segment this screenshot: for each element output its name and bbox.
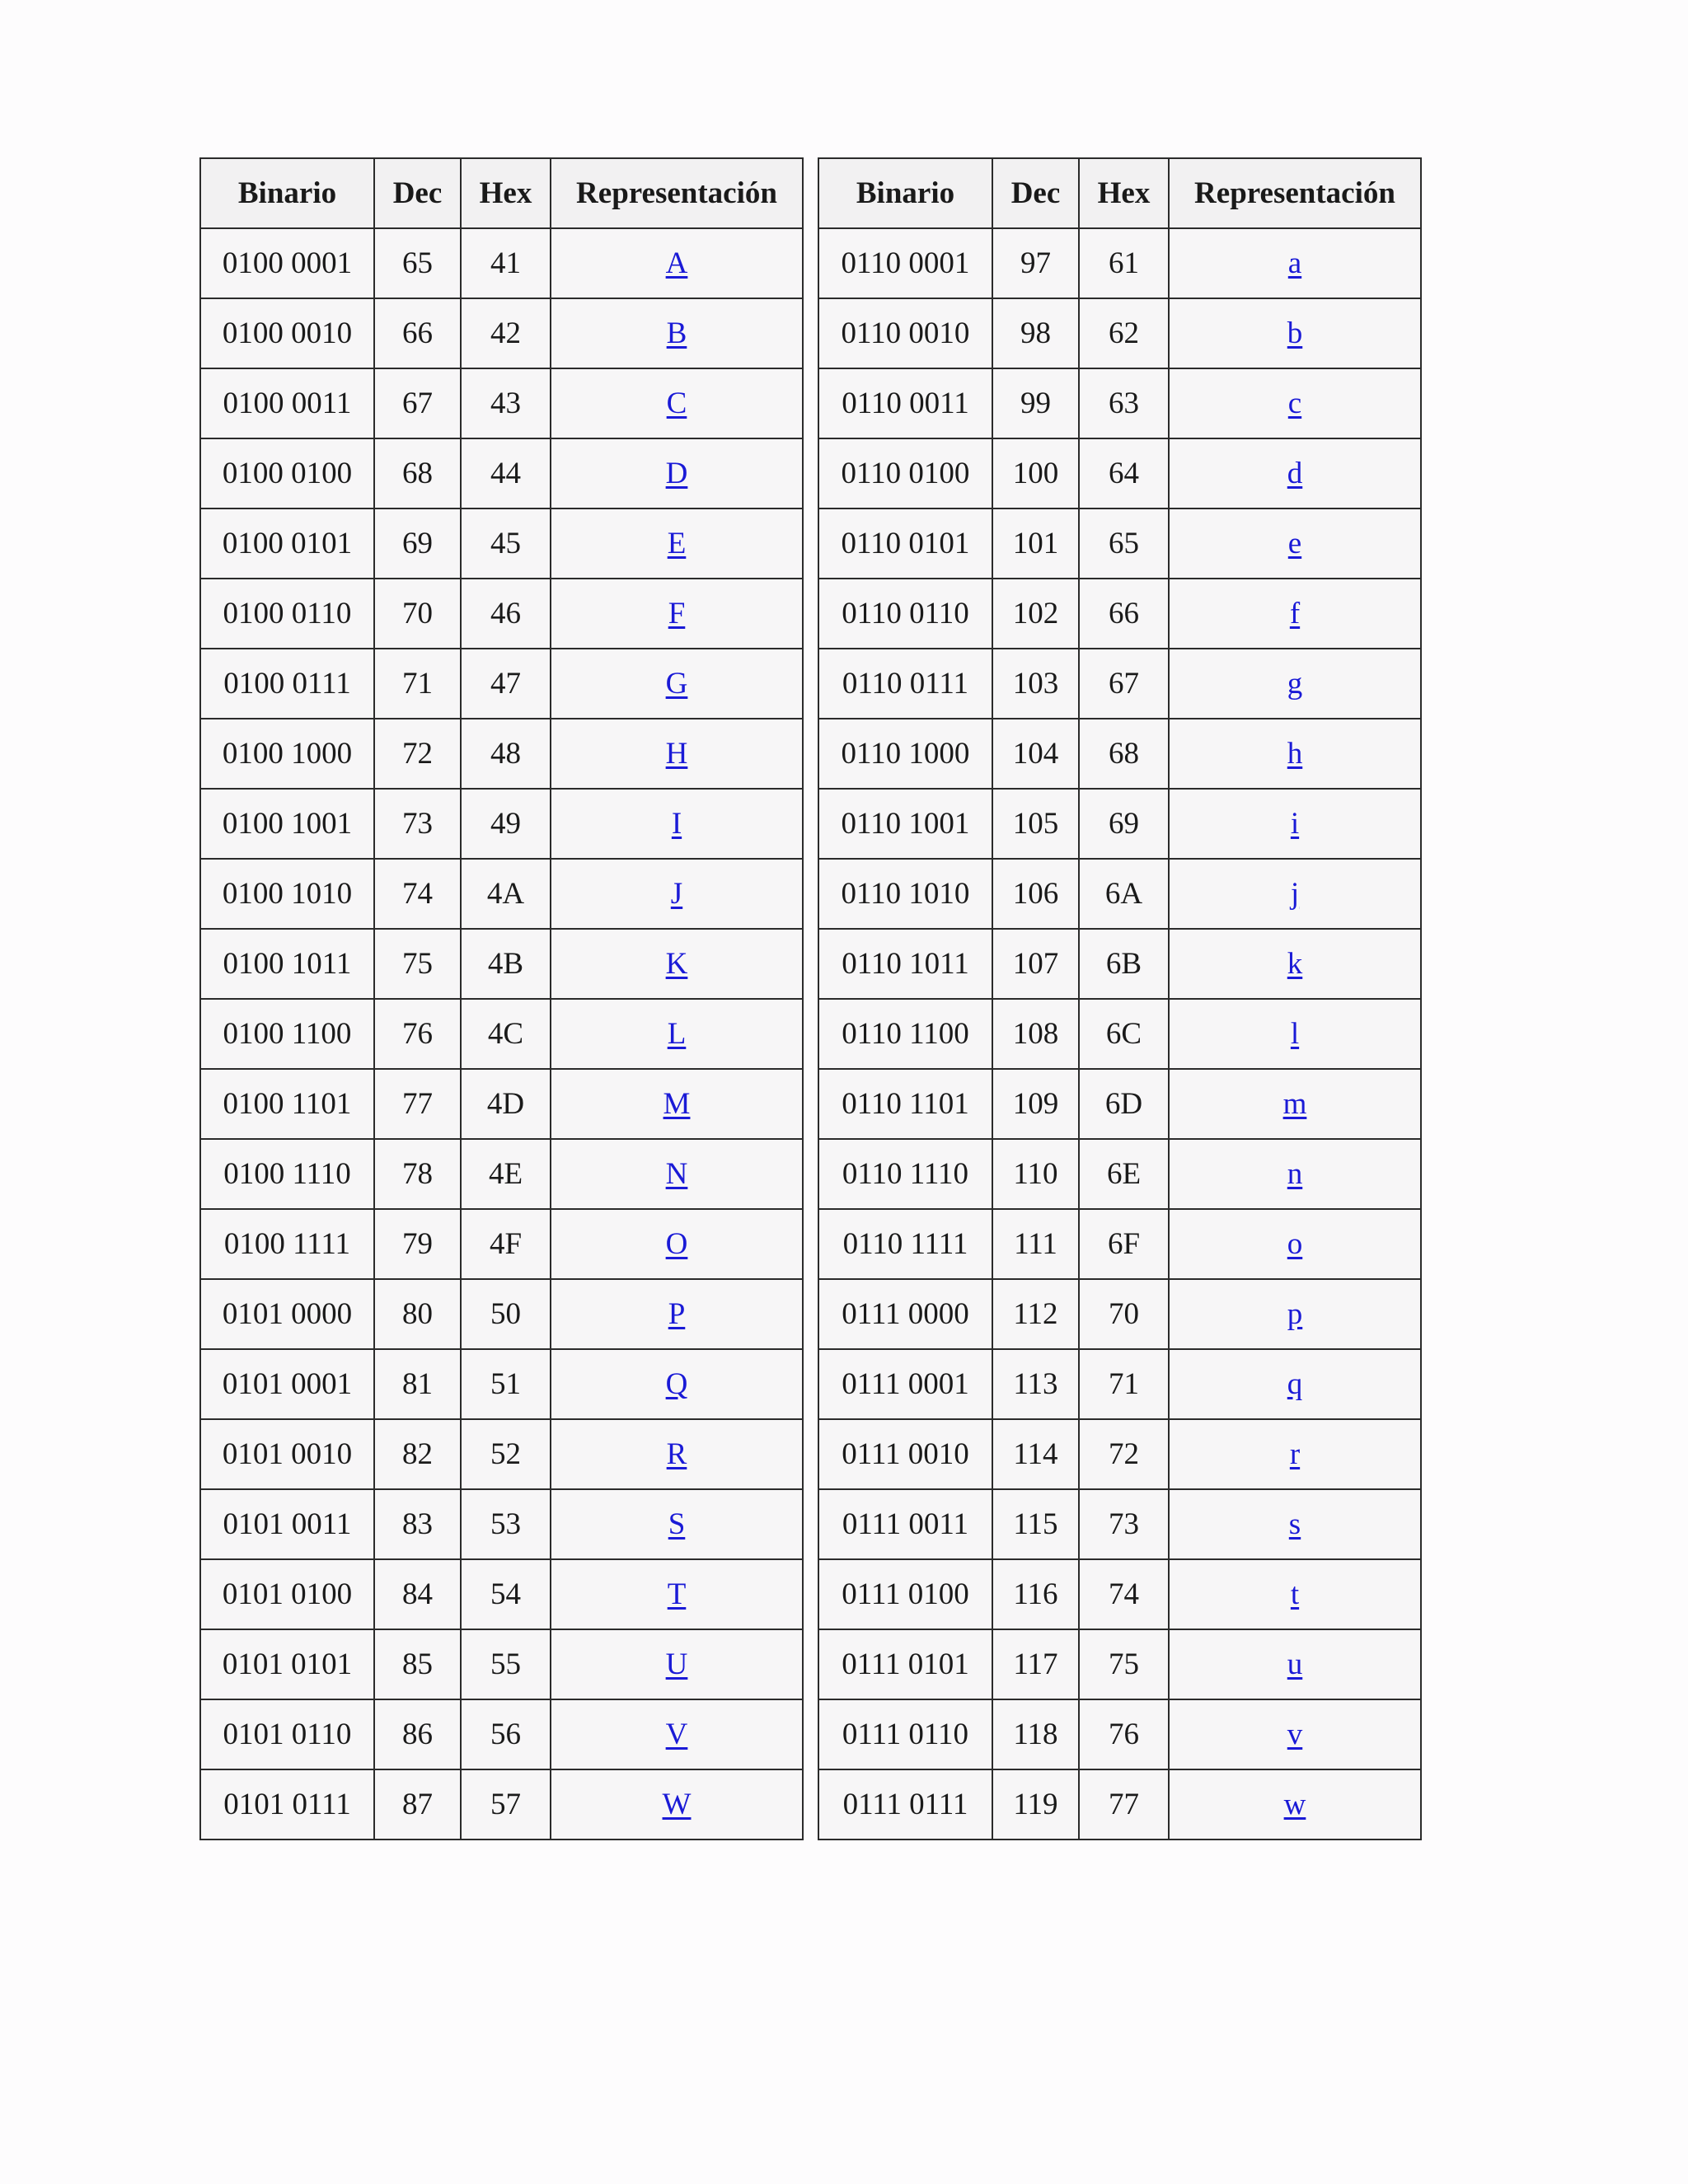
table-row [818, 509, 1421, 579]
table-row [200, 579, 803, 649]
binary-cell: 0101 0100 [200, 1559, 374, 1629]
binary-cell: 0101 0111 [200, 1769, 374, 1840]
representation-cell [551, 579, 803, 649]
decimal-cell: 86 [374, 1699, 461, 1769]
representation-cell [551, 1699, 803, 1769]
decimal-cell: 70 [374, 579, 461, 649]
binary-cell: 0100 1010 [200, 859, 374, 929]
table-row [200, 649, 803, 719]
table-row [818, 438, 1421, 509]
decimal-cell: 119 [992, 1769, 1079, 1840]
character-link[interactable]: J [670, 877, 683, 911]
hex-cell: 55 [461, 1629, 551, 1699]
decimal-cell: 79 [374, 1209, 461, 1279]
decimal-cell: 106 [992, 859, 1079, 929]
character-link[interactable]: P [668, 1297, 686, 1331]
representation-cell [1169, 1069, 1421, 1139]
decimal-cell: 78 [374, 1139, 461, 1209]
hex-cell: 45 [461, 509, 551, 579]
character-link[interactable]: G [665, 667, 688, 701]
binary-cell: 0100 1011 [200, 929, 374, 999]
decimal-cell: 109 [992, 1069, 1079, 1139]
representation-cell [551, 1419, 803, 1489]
table-row [200, 438, 803, 509]
decimal-cell: 75 [374, 929, 461, 999]
table-row [200, 1279, 803, 1349]
decimal-cell: 67 [374, 368, 461, 438]
table-row [818, 1209, 1421, 1279]
table-row [818, 1349, 1421, 1419]
binary-cell: 0101 0101 [200, 1629, 374, 1699]
hex-cell: 71 [1079, 1349, 1169, 1419]
decimal-cell: 71 [374, 649, 461, 719]
decimal-cell: 112 [992, 1279, 1079, 1349]
decimal-cell: 69 [374, 509, 461, 579]
binary-cell: 0110 0010 [818, 298, 992, 368]
binary-cell: 0100 0010 [200, 298, 374, 368]
representation-cell [1169, 1629, 1421, 1699]
decimal-cell: 76 [374, 999, 461, 1069]
decimal-cell: 100 [992, 438, 1079, 509]
table-row [200, 1629, 803, 1699]
character-link[interactable]: E [667, 527, 687, 560]
binary-cell: 0110 1001 [818, 789, 992, 859]
hex-cell: 75 [1079, 1629, 1169, 1699]
character-link[interactable]: i [1290, 807, 1300, 841]
header-representacion: Representación [551, 158, 803, 228]
character-link[interactable]: c [1287, 387, 1302, 420]
representation-cell [1169, 298, 1421, 368]
representation-cell [1169, 1139, 1421, 1209]
hex-cell: 41 [461, 228, 551, 298]
table-row [200, 719, 803, 789]
binary-cell: 0110 0110 [818, 579, 992, 649]
representation-cell [1169, 1349, 1421, 1419]
decimal-cell: 65 [374, 228, 461, 298]
character-link[interactable]: O [665, 1227, 688, 1261]
representation-cell [551, 719, 803, 789]
hex-cell: 4C [461, 999, 551, 1069]
hex-cell: 64 [1079, 438, 1169, 509]
character-link[interactable]: h [1287, 737, 1303, 771]
hex-cell: 72 [1079, 1419, 1169, 1489]
binary-cell: 0100 1101 [200, 1069, 374, 1139]
decimal-cell: 117 [992, 1629, 1079, 1699]
decimal-cell: 102 [992, 579, 1079, 649]
binary-cell: 0110 0001 [818, 228, 992, 298]
hex-cell: 52 [461, 1419, 551, 1489]
representation-cell [551, 298, 803, 368]
character-link[interactable]: e [1287, 527, 1302, 560]
binary-cell: 0110 0100 [818, 438, 992, 509]
hex-cell: 57 [461, 1769, 551, 1840]
table-row [200, 789, 803, 859]
representation-cell [551, 1769, 803, 1840]
table-row [200, 1069, 803, 1139]
hex-cell: 4B [461, 929, 551, 999]
binary-cell: 0110 0011 [818, 368, 992, 438]
character-link[interactable]: w [1283, 1788, 1306, 1821]
character-link[interactable]: u [1287, 1647, 1303, 1681]
hex-cell: 76 [1079, 1699, 1169, 1769]
character-link[interactable]: M [663, 1087, 691, 1121]
representation-cell [551, 509, 803, 579]
hex-cell: 69 [1079, 789, 1169, 859]
table-row [818, 1279, 1421, 1349]
table-row [818, 579, 1421, 649]
hex-cell: 6B [1079, 929, 1169, 999]
hex-cell: 67 [1079, 649, 1169, 719]
character-link[interactable]: n [1287, 1157, 1303, 1191]
hex-cell: 6E [1079, 1139, 1169, 1209]
decimal-cell: 118 [992, 1699, 1079, 1769]
hex-cell: 51 [461, 1349, 551, 1419]
binary-cell: 0100 0110 [200, 579, 374, 649]
representation-cell [551, 368, 803, 438]
representation-cell [1169, 368, 1421, 438]
decimal-cell: 107 [992, 929, 1079, 999]
binary-cell: 0100 1100 [200, 999, 374, 1069]
decimal-cell: 84 [374, 1559, 461, 1629]
hex-cell: 63 [1079, 368, 1169, 438]
hex-cell: 43 [461, 368, 551, 438]
representation-cell [551, 859, 803, 929]
hex-cell: 61 [1079, 228, 1169, 298]
table-row [818, 1559, 1421, 1629]
table-row [200, 1419, 803, 1489]
table-row [818, 298, 1421, 368]
character-link[interactable]: B [666, 316, 687, 350]
table-row [200, 859, 803, 929]
binary-cell: 0101 0000 [200, 1279, 374, 1349]
character-link[interactable]: D [665, 457, 688, 490]
representation-cell [551, 1069, 803, 1139]
ascii-table-uppercase [199, 157, 804, 1840]
character-link[interactable]: t [1290, 1577, 1300, 1611]
decimal-cell: 98 [992, 298, 1079, 368]
character-link[interactable]: l [1290, 1017, 1300, 1051]
representation-cell [1169, 929, 1421, 999]
character-link[interactable]: H [665, 737, 688, 771]
character-link[interactable]: S [668, 1507, 686, 1541]
hex-cell: 77 [1079, 1769, 1169, 1840]
binary-cell: 0101 0011 [200, 1489, 374, 1559]
hex-cell: 42 [461, 298, 551, 368]
header-dec: Dec [992, 158, 1079, 228]
table-row [200, 1209, 803, 1279]
character-link[interactable]: N [665, 1157, 688, 1191]
decimal-cell: 113 [992, 1349, 1079, 1419]
header-representacion: Representación [1169, 158, 1421, 228]
binary-cell: 0100 0101 [200, 509, 374, 579]
binary-cell: 0100 1000 [200, 719, 374, 789]
representation-cell [1169, 228, 1421, 298]
hex-cell: 54 [461, 1559, 551, 1629]
decimal-cell: 97 [992, 228, 1079, 298]
hex-cell: 48 [461, 719, 551, 789]
table-row [818, 1419, 1421, 1489]
binary-cell: 0111 0010 [818, 1419, 992, 1489]
binary-cell: 0110 1110 [818, 1139, 992, 1209]
hex-cell: 47 [461, 649, 551, 719]
binary-cell: 0100 1110 [200, 1139, 374, 1209]
representation-cell [551, 789, 803, 859]
character-link[interactable]: I [671, 807, 682, 841]
table-row [818, 719, 1421, 789]
hex-cell: 6D [1079, 1069, 1169, 1139]
binary-cell: 0111 0100 [818, 1559, 992, 1629]
binary-cell: 0110 1010 [818, 859, 992, 929]
representation-cell [1169, 1699, 1421, 1769]
character-link[interactable]: p [1287, 1297, 1303, 1331]
table-row [200, 1699, 803, 1769]
binary-cell: 0101 0001 [200, 1349, 374, 1419]
character-link[interactable]: b [1287, 316, 1303, 350]
table-row [200, 298, 803, 368]
table-row [818, 649, 1421, 719]
table-row [818, 368, 1421, 438]
table-row [818, 1699, 1421, 1769]
binary-cell: 0111 0000 [818, 1279, 992, 1349]
hex-cell: 49 [461, 789, 551, 859]
binary-cell: 0111 0110 [818, 1699, 992, 1769]
representation-cell [1169, 789, 1421, 859]
decimal-cell: 99 [992, 368, 1079, 438]
character-link[interactable]: a [1287, 246, 1302, 280]
table-row [818, 789, 1421, 859]
hex-cell: 68 [1079, 719, 1169, 789]
representation-cell [551, 228, 803, 298]
character-link[interactable]: f [1289, 597, 1301, 630]
representation-cell [1169, 859, 1421, 929]
ascii-table-lowercase [818, 157, 1422, 1840]
table-header-row [818, 158, 1421, 228]
decimal-cell: 103 [992, 649, 1079, 719]
decimal-cell: 101 [992, 509, 1079, 579]
decimal-cell: 105 [992, 789, 1079, 859]
binary-cell: 0110 1101 [818, 1069, 992, 1139]
character-link[interactable]: v [1287, 1718, 1303, 1751]
binary-cell: 0100 0011 [200, 368, 374, 438]
representation-cell [551, 649, 803, 719]
table-row [818, 999, 1421, 1069]
table-row [200, 1139, 803, 1209]
binary-cell: 0100 1111 [200, 1209, 374, 1279]
binary-cell: 0111 0011 [818, 1489, 992, 1559]
hex-cell: 65 [1079, 509, 1169, 579]
decimal-cell: 111 [992, 1209, 1079, 1279]
character-link[interactable]: o [1287, 1227, 1303, 1261]
hex-cell: 6A [1079, 859, 1169, 929]
representation-cell [1169, 1419, 1421, 1489]
table-row [818, 1139, 1421, 1209]
binary-cell: 0100 0001 [200, 228, 374, 298]
table-row [200, 1489, 803, 1559]
character-link[interactable]: F [668, 597, 686, 630]
decimal-cell: 81 [374, 1349, 461, 1419]
hex-cell: 73 [1079, 1489, 1169, 1559]
representation-cell [1169, 649, 1421, 719]
decimal-cell: 77 [374, 1069, 461, 1139]
decimal-cell: 73 [374, 789, 461, 859]
table-row [818, 1069, 1421, 1139]
representation-cell [551, 1279, 803, 1349]
decimal-cell: 68 [374, 438, 461, 509]
header-dec: Dec [374, 158, 461, 228]
representation-cell [1169, 579, 1421, 649]
table-row [818, 929, 1421, 999]
hex-cell: 50 [461, 1279, 551, 1349]
character-link[interactable]: L [667, 1017, 687, 1051]
header-hex: Hex [461, 158, 551, 228]
binary-cell: 0100 0111 [200, 649, 374, 719]
table-row [200, 509, 803, 579]
header-binario: Binario [818, 158, 992, 228]
binary-cell: 0110 0111 [818, 649, 992, 719]
character-link[interactable]: K [665, 947, 688, 981]
character-link[interactable]: q [1287, 1367, 1303, 1401]
table-header-row [200, 158, 803, 228]
hex-cell: 70 [1079, 1279, 1169, 1349]
decimal-cell: 110 [992, 1139, 1079, 1209]
table-row [818, 1489, 1421, 1559]
binary-cell: 0111 0111 [818, 1769, 992, 1840]
character-link[interactable]: U [665, 1647, 688, 1681]
hex-cell: 56 [461, 1699, 551, 1769]
table-row [200, 999, 803, 1069]
binary-cell: 0110 1111 [818, 1209, 992, 1279]
table-row [200, 1769, 803, 1840]
binary-cell: 0111 0001 [818, 1349, 992, 1419]
table-row [200, 368, 803, 438]
decimal-cell: 80 [374, 1279, 461, 1349]
decimal-cell: 104 [992, 719, 1079, 789]
hex-cell: 74 [1079, 1559, 1169, 1629]
representation-cell [1169, 1209, 1421, 1279]
representation-cell [1169, 1489, 1421, 1559]
binary-cell: 0100 1001 [200, 789, 374, 859]
hex-cell: 4E [461, 1139, 551, 1209]
representation-cell [551, 999, 803, 1069]
character-link[interactable]: g [1287, 667, 1303, 701]
character-link[interactable]: R [666, 1437, 687, 1471]
hex-cell: 62 [1079, 298, 1169, 368]
representation-cell [1169, 509, 1421, 579]
binary-cell: 0110 1011 [818, 929, 992, 999]
hex-cell: 6F [1079, 1209, 1169, 1279]
hex-cell: 4A [461, 859, 551, 929]
representation-cell [551, 1349, 803, 1419]
character-link[interactable]: V [665, 1718, 688, 1751]
decimal-cell: 115 [992, 1489, 1079, 1559]
decimal-cell: 72 [374, 719, 461, 789]
table-row [818, 228, 1421, 298]
character-link[interactable]: d [1287, 457, 1303, 490]
character-link[interactable]: C [666, 387, 687, 420]
representation-cell [1169, 1769, 1421, 1840]
representation-cell [1169, 719, 1421, 789]
hex-cell: 46 [461, 579, 551, 649]
representation-cell [1169, 438, 1421, 509]
character-link[interactable]: m [1282, 1087, 1307, 1121]
character-link[interactable]: j [1290, 877, 1300, 911]
header-binario: Binario [200, 158, 374, 228]
table-body-lowercase [818, 228, 1421, 1840]
decimal-cell: 82 [374, 1419, 461, 1489]
hex-cell: 6C [1079, 999, 1169, 1069]
character-link[interactable]: W [662, 1788, 692, 1821]
hex-cell: 66 [1079, 579, 1169, 649]
representation-cell [551, 1559, 803, 1629]
decimal-cell: 83 [374, 1489, 461, 1559]
table-row [200, 228, 803, 298]
representation-cell [1169, 1279, 1421, 1349]
representation-cell [551, 438, 803, 509]
binary-cell: 0110 1000 [818, 719, 992, 789]
representation-cell [1169, 1559, 1421, 1629]
character-link[interactable]: Q [665, 1367, 688, 1401]
decimal-cell: 87 [374, 1769, 461, 1840]
binary-cell: 0101 0110 [200, 1699, 374, 1769]
character-link[interactable]: A [665, 246, 688, 280]
decimal-cell: 66 [374, 298, 461, 368]
hex-cell: 4D [461, 1069, 551, 1139]
table-row [200, 1559, 803, 1629]
table-row [818, 1629, 1421, 1699]
binary-cell: 0110 1100 [818, 999, 992, 1069]
character-link[interactable]: k [1287, 947, 1303, 981]
table-row [818, 859, 1421, 929]
decimal-cell: 114 [992, 1419, 1079, 1489]
character-link[interactable]: T [667, 1577, 687, 1611]
decimal-cell: 116 [992, 1559, 1079, 1629]
representation-cell [551, 1489, 803, 1559]
hex-cell: 53 [461, 1489, 551, 1559]
table-body-uppercase [200, 228, 803, 1840]
hex-cell: 44 [461, 438, 551, 509]
table-row [200, 929, 803, 999]
binary-cell: 0100 0100 [200, 438, 374, 509]
hex-cell: 4F [461, 1209, 551, 1279]
representation-cell [551, 929, 803, 999]
binary-cell: 0101 0010 [200, 1419, 374, 1489]
decimal-cell: 85 [374, 1629, 461, 1699]
representation-cell [551, 1209, 803, 1279]
table-row [200, 1349, 803, 1419]
representation-cell [551, 1629, 803, 1699]
decimal-cell: 108 [992, 999, 1079, 1069]
representation-cell [551, 1139, 803, 1209]
representation-cell [1169, 999, 1421, 1069]
table-row [818, 1769, 1421, 1840]
binary-cell: 0110 0101 [818, 509, 992, 579]
binary-cell: 0111 0101 [818, 1629, 992, 1699]
decimal-cell: 74 [374, 859, 461, 929]
header-hex: Hex [1079, 158, 1169, 228]
character-link[interactable]: s [1288, 1507, 1301, 1541]
character-link[interactable]: r [1289, 1437, 1301, 1471]
